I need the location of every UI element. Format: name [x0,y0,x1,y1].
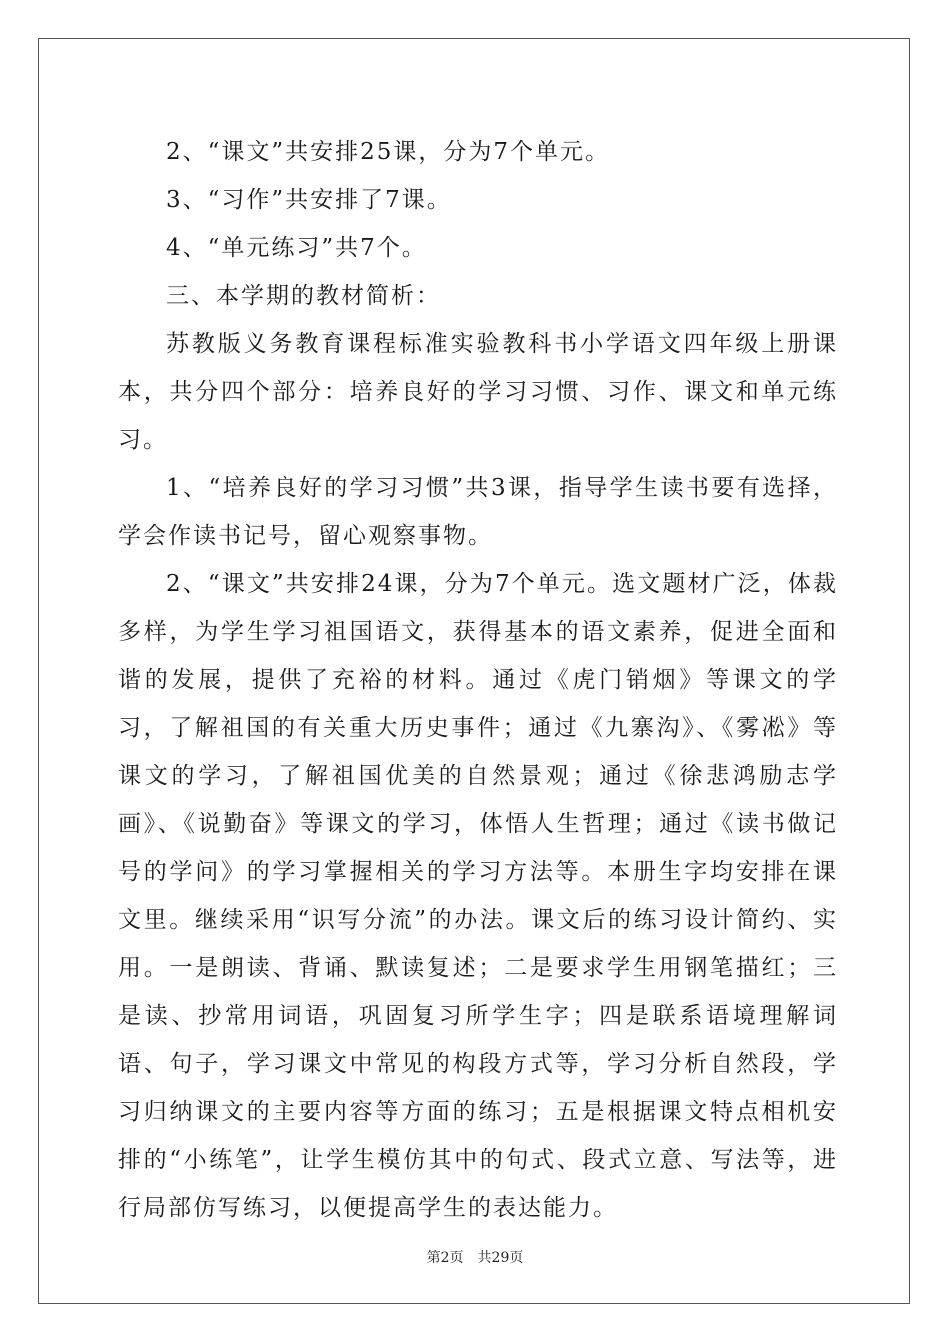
paragraph-1: 2、“课文”共安排25课，分为7个单元。 [166,139,611,165]
paragraph-2: 3、“习作”共安排了7课。 [166,187,452,213]
paragraph-5: 苏教版义务教育课程标准实验教科书小学语文四年级上册课本，共分四个部分：培养良好的学习习惯、习作、课文和单元练习。 [118,331,838,453]
page-footer [0,1247,950,1267]
document-body [118,128,838,1232]
paragraph-7: 2、“课文”共安排24课，分为7个单元。选文题材广泛，体裁多样，为学生学习祖国语文，获得基本的语文素养，促进全面和谐的发展，提供了充裕的材料。通过《虎门销烟》等课文的学习，了解祖国的有关重大历史事件；通过《九寨沟》、《雾凇》等课文的学习，了解祖国优美的自然景观；通过《徐悲鸿励志学画》、《说勤奋》等课文的学习，体悟人生哲理；通过《读书做记号的学问》的学习掌握相关的学习方法等。本册生字均安排在课文里。继续采用“识写分流”的办法。课文后的练习设计简约、实用。一是朗读、背诵、默读复述；二是要求学生用钢笔描红；三是读、抄常用词语，巩固复习所学生字；四是联系语境理解词语、句子，学习课文中常见的构段方式等，学习分析自然段，学习归纳课文的主要内容等方面的练习；五是根据课文特点相机安排的“小练笔”，让学生模仿其中的句式、段式立意、写法等，进行局部仿写练习，以便提高学生的表达能力。 [118,571,838,1221]
section-heading: 三、本学期的教材简析： [166,283,441,309]
page-number: 第2页 [426,1250,464,1266]
paragraph-3: 4、“单元练习”共7个。 [166,235,427,261]
paragraph-6: 1、“培养良好的学习习惯”共3课，指导学生读书要有选择，学会作读书记号，留心观察事物。 [118,475,838,549]
page-total: 共29页 [477,1250,524,1266]
